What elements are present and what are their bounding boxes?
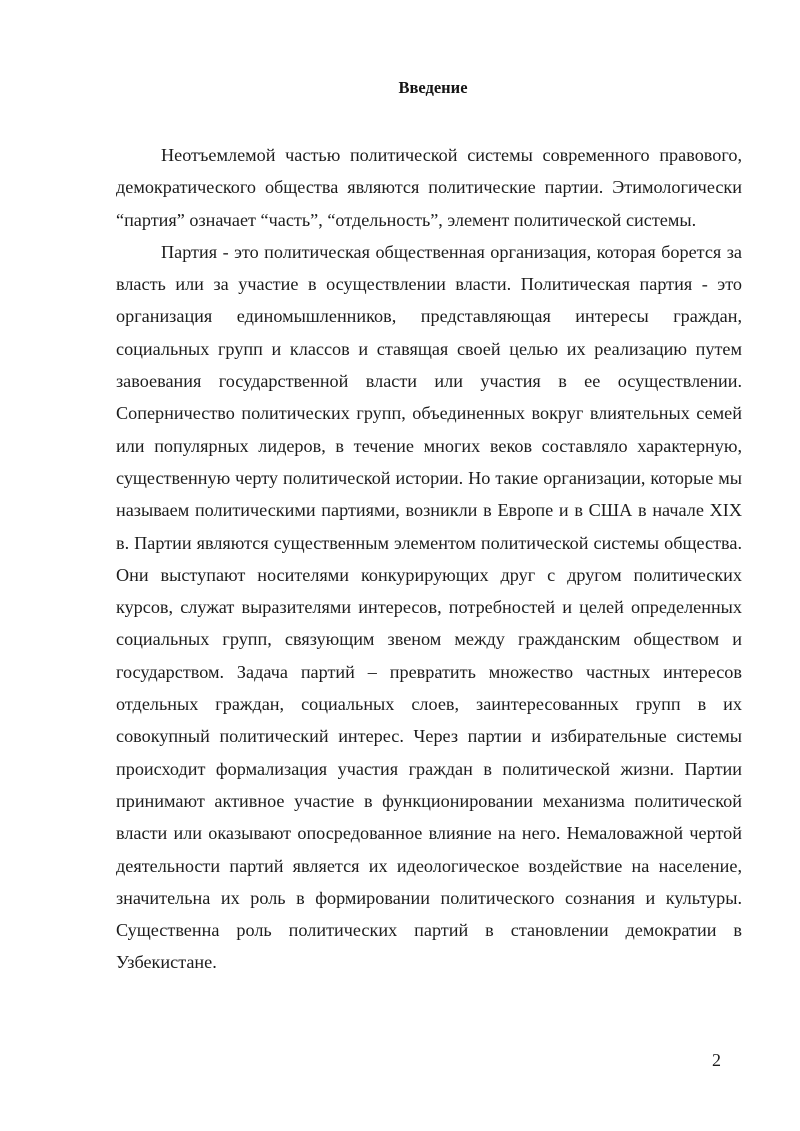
paragraph-intro: Неотъемлемой частью политической системы современного правового, демократического общества являются политические партии. Этимологически “партия” означает “часть”, “отдельность”, элемент политической системы. (116, 145, 742, 230)
paragraph-main: Партия - это политическая общественная организация, которая борется за власть или за участие в осуществлении власти. Политическая партия - это организация единомышленников, представляющая интересы граждан, социальных групп и классов и ставящая своей целью их реализацию путем завоевания государственной власти или участия в ее осуществлении. Соперничество политических групп, объединенных вокруг влиятельных семей или популярных лидеров, в течение многих веков составляло характерную, существенную черту политической истории. Но такие организации, которые мы называем политическими партиями, возникли в Европе и в США в начале XIX в. Партии являются существенным элементом политической системы общества. Они выступают носителями конкурирующих друг с другом политических курсов, служат выразителями интересов, потребностей и целей определенных социальных групп, связующим звеном между гражданским обществом и государством. Задача партий – превратить множество частных интересов отдельных граждан, социальных слоев, заинтересованных групп в их совокупный политический интерес. Через партии и избирательные системы происходит формализация участия граждан в политической жизни. Партии принимают активное участие в функционировании механизма политической власти или оказывают опосредованное влияние на него. Немаловажной чертой деятельности партий является их идеологическое воздействие на население, значительна их роль в формировании политического сознания и культуры. Существенна роль политических партий в становлении демократии в Узбекистане. (116, 241, 742, 973)
body-text (116, 139, 742, 979)
page-number: 2 (712, 1050, 721, 1070)
page-title: Введение (398, 78, 468, 97)
